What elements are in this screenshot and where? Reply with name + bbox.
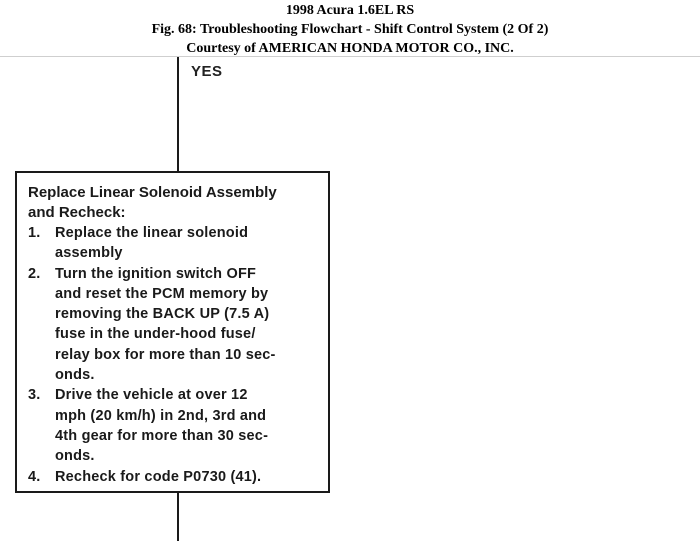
step-text: Replace the linear solenoid assembly <box>55 225 249 262</box>
step-item <box>28 223 322 264</box>
process-box-title: Replace Linear Solenoid Assembly and Recheck: <box>28 184 277 221</box>
step-text: Drive the vehicle at over 12 mph (20 km/h) in 2nd, 3rd and 4th gear for more than 30 sec- onds. <box>55 387 269 465</box>
step-item <box>28 264 322 386</box>
header-divider <box>0 56 700 57</box>
step-text: Recheck for code P0730 (41). <box>55 468 262 485</box>
step-item <box>28 385 322 466</box>
yes-branch-label: YES <box>191 63 223 80</box>
flow-connector-top <box>177 57 179 171</box>
courtesy-line: Courtesy of AMERICAN HONDA MOTOR CO., INC. <box>186 41 514 56</box>
figure-caption: Fig. 68: Troubleshooting Flowchart - Shift Control System (2 Of 2) <box>151 22 549 37</box>
step-number: 2. <box>28 265 41 282</box>
step-item <box>28 467 322 487</box>
step-number: 4. <box>28 468 41 485</box>
step-text: Turn the ignition switch OFF and reset the PCM memory by removing the BACK UP (7.5 A) fuse in the under-hood fuse/ relay box for more than 10 sec- onds. <box>55 265 276 384</box>
step-number: 3. <box>28 387 41 404</box>
step-number: 1. <box>28 225 41 241</box>
step-list <box>28 223 322 487</box>
flow-connector-bottom <box>177 492 179 541</box>
vehicle-title: 1998 Acura 1.6EL RS <box>285 3 415 18</box>
figure-header <box>0 1 700 58</box>
